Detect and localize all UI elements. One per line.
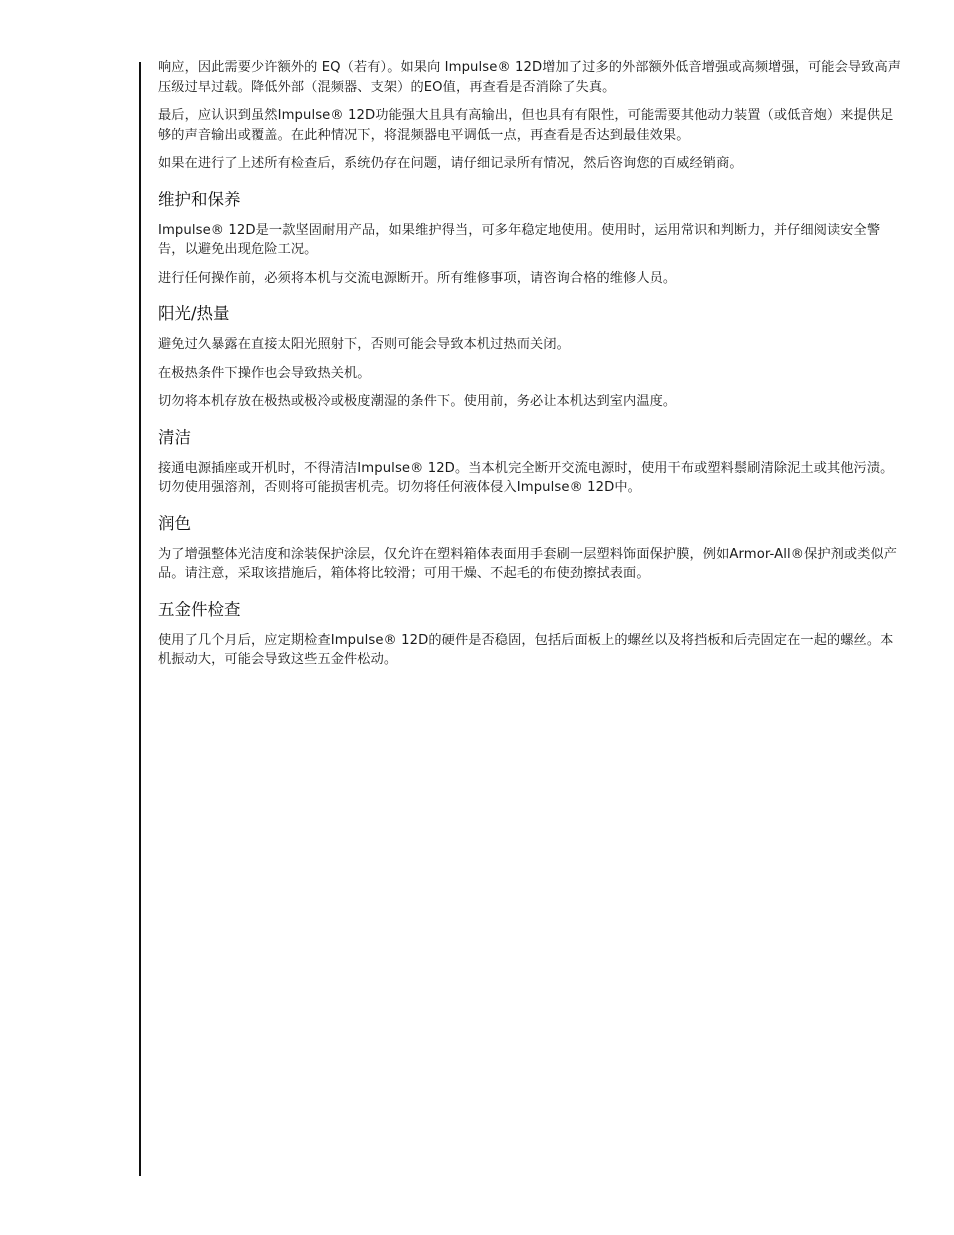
paragraph: 进行任何操作前，必须将本机与交流电源断开。所有维修事项，请咨询合格的维修人员。 — [158, 270, 677, 286]
margin-rule — [139, 62, 141, 1176]
paragraph: Impulse® 12D是一款坚固耐用产品，如果维护得当，可多年稳定地使用。使用时，运用常识和判断力，并仔细阅读安全警告，以避免出现危险工况。 — [158, 222, 881, 257]
section-heading-finishing: 润色 — [158, 513, 191, 533]
paragraph: 接通电源插座或开机时，不得清洁Impulse® 12D。当本机完全断开交流电源时，使用干布或塑料鬃刷清除泥土或其他污渍。切勿使用强溶剂，否则将可能损害机壳。切勿将任何液体侵入Impulse® 12D中。 — [158, 460, 894, 495]
paragraph: 最后，应认识到虽然Impulse® 12D功能强大且具有高输出，但也具有有限性，可能需要其他动力装置（或低音炮）来提供足够的声音输出或覆盖。在此种情况下，将混频器电平调低一点，再查看是否达到最佳效果。 — [158, 108, 894, 143]
section-heading-maintenance: 维护和保养 — [158, 189, 241, 209]
paragraph: 避免过久暴露在直接太阳光照射下，否则可能会导致本机过热而关闭。 — [158, 337, 570, 352]
paragraph: 使用了几个月后，应定期检查Impulse® 12D的硬件是否稳固，包括后面板上的螺丝以及将挡板和后壳固定在一起的螺丝。本机振动大，可能会导致这些五金件松动。 — [158, 632, 894, 667]
section-heading-hardware-check: 五金件检查 — [158, 599, 241, 619]
paragraph: 为了增强整体光洁度和涂装保护涂层，仅允许在塑料箱体表面用手套刷一层塑料饰面保护膜，例如Armor-All®保护剂或类似产品。请注意，采取该措施后，箱体将比较滑；可用干燥、不起毛的布使劲擦拭表面。 — [158, 546, 898, 581]
paragraph: 在极热条件下操作也会导致热关机。 — [158, 365, 371, 381]
section-heading-cleaning: 清洁 — [158, 427, 191, 447]
paragraph: 切勿将本机存放在极热或极冷或极度潮湿的条件下。使用前，务必让本机达到室内温度。 — [158, 394, 677, 409]
paragraph: 响应，因此需要少许额外的 EQ（若有）。如果向 Impulse® 12D增加了过多的外部额外低音增强或高频增强，可能会导致高声压级过早过载。降低外部（混频器、支架）的EO值，再查看是否消除了失真。 — [158, 60, 902, 95]
paragraph: 如果在进行了上述所有检查后，系统仍存在问题，请仔细记录所有情况，然后咨询您的百威经销商。 — [158, 156, 743, 171]
document-body — [158, 58, 903, 679]
section-heading-sunlight-heat: 阳光/热量 — [158, 304, 230, 323]
